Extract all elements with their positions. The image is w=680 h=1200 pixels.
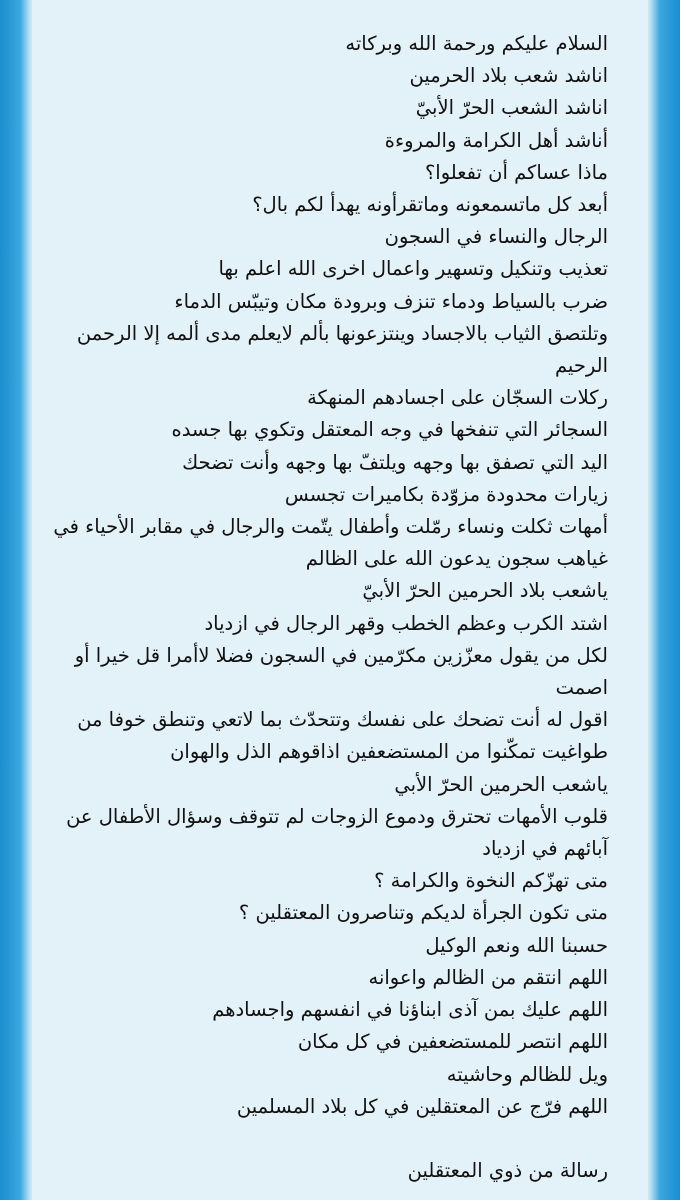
message-line: ويل للظالم وحاشيته <box>446 1062 608 1086</box>
message-line: اقول له أنت تضحك على نفسك وتتحدّث بما لاتعي وتنطق خوفا من طواغيت تمكّنوا من المستضعفين اذاقوهم الذل والهوان <box>77 708 608 764</box>
message-line: السجائر التي تنفخها في وجه المعتقل وتكوي بها جسده <box>171 418 608 442</box>
message-line: متى تهزّكم النخوة والكرامة ؟ <box>374 869 608 893</box>
message-line: متى تكون الجرأة لديكم وتناصرون المعتقلين ؟ <box>238 901 608 925</box>
message-line: السلام عليكم ورحمة الله وبركاته <box>345 32 608 55</box>
message-line: ياشعب الحرمين الحرّ الأبي <box>394 772 608 796</box>
message-line: وتلتصق الثياب بالاجساد وينتزعونها بألم لايعلم مدى ألمه إلا الرحمن الرحيم <box>76 321 608 378</box>
message-line: لكل من يقول معزّزين مكرّمين في السجون فضلا لاأمرا قل خيرا أو اصمت <box>74 643 608 700</box>
message-line: اليد التي تصفق بها وجهه ويلتفّ بها وجهه وأنت تضحك <box>182 450 608 474</box>
message-line: اشتد الكرب وعظم الخطب وقهر الرجال في ازدياد <box>204 611 608 635</box>
message-line: ضرب بالسياط ودماء تنزف وبرودة مكان وتيبّس الدماء <box>174 289 608 313</box>
message-line: اللهم فرّج عن المعتقلين في كل بلاد المسلمين <box>236 1094 608 1118</box>
message-line: أبعد كل ماتسمعونه وماتقرأونه يهدأ لكم بال؟ <box>252 193 608 217</box>
message-line: ياشعب بلاد الحرمين الحرّ الأبيّ <box>362 579 608 603</box>
message-line: قلوب الأمهات تحترق ودموع الزوجات لم تتوقف وسؤال الأطفال عن آبائهم في ازدياد <box>66 804 608 861</box>
message-line: تعذيب وتنكيل وتسهير واعمال اخرى الله اعلم بها <box>218 257 608 281</box>
message-line: زيارات محدودة مزوّدة بكاميرات تجسس <box>284 482 608 506</box>
message-line: حسبنا الله ونعم الوكيل <box>425 933 608 957</box>
message-line: اللهم انتقم من الظالم واعوانه <box>368 965 608 989</box>
message-line: اللهم انتصر للمستضعفين في كل مكان <box>297 1030 608 1054</box>
message-line: أمهات ثكلت ونساء رمّلت وأطفال يتّمت والرجال في مقابر الأحياء في غياهب سجون يدعون الله على الظالم <box>53 515 608 571</box>
message-line: اللهم عليك بمن آذى ابناؤنا في انفسهم واجسادهم <box>212 998 608 1022</box>
message-text <box>52 28 608 1187</box>
message-line: الرجال والنساء في السجون <box>384 225 608 249</box>
message-line: ركلات السجّان على اجسادهم المنهكة <box>307 386 608 410</box>
message-signature: رسالة من ذوي المعتقلين <box>407 1159 608 1183</box>
message-line: اناشد الشعب الحرّ الأبيّ <box>415 96 608 120</box>
message-line: ماذا عساكم أن تفعلوا؟ <box>424 160 608 184</box>
message-line: أناشد أهل الكرامة والمروءة <box>384 128 608 152</box>
blank-line <box>52 1123 608 1155</box>
message-line: اناشد شعب بلاد الحرمين <box>409 64 608 88</box>
message-sheet <box>32 0 648 1200</box>
